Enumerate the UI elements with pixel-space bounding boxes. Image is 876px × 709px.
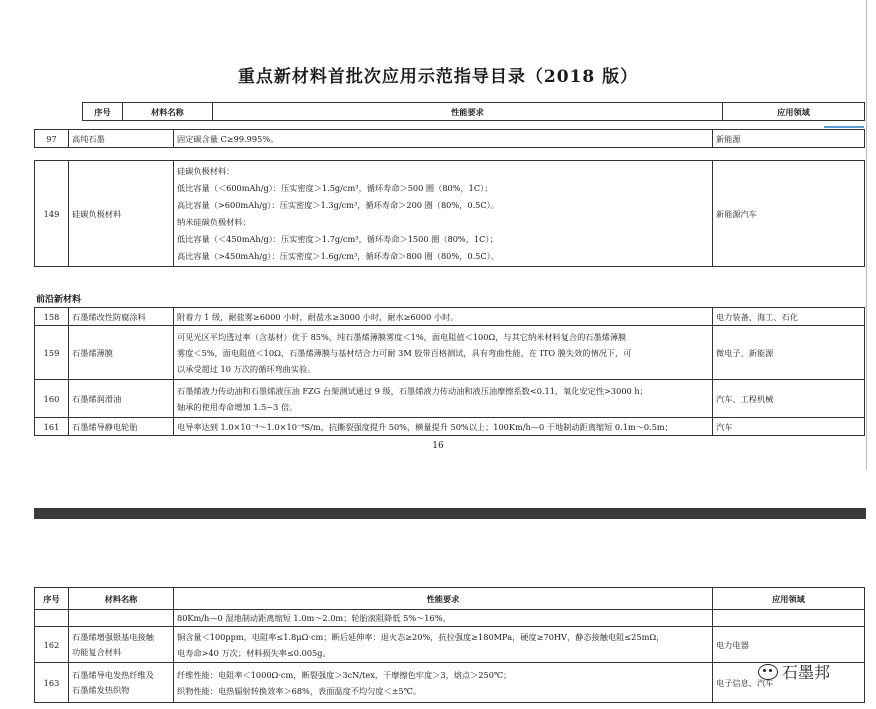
- cell-seq: 97: [35, 130, 69, 148]
- cell-field: 新能源汽车: [713, 161, 865, 267]
- header-name: 材料名称: [69, 588, 174, 610]
- table-row: [35, 610, 865, 627]
- cell-field: 电子信息、汽车: [713, 663, 865, 703]
- cell-field: 汽车: [713, 418, 865, 436]
- req-line: 雾度＜5%，面电阻值＜10Ω，石墨烯薄膜与基材结合力可耐 3M 胶带百格测试，具有弯曲性能，在 ITO 膜失效的情况下，可: [177, 347, 632, 358]
- req-line: 轴承的使用寿命增加 1.5~3 倍。: [177, 401, 298, 412]
- cell-name: 石墨烯导静电轮胎: [69, 418, 174, 436]
- cell-seq: [35, 610, 69, 627]
- cell-field: 电力装备、海工、石化: [713, 308, 865, 326]
- header-table: [82, 102, 865, 121]
- table-row: [35, 418, 865, 436]
- cell-req: [174, 326, 713, 380]
- cell-field: 电力电器: [713, 627, 865, 663]
- table-row: [35, 380, 865, 418]
- cell-req: [174, 663, 713, 703]
- header-req: 性能要求: [213, 103, 723, 121]
- name-line: 石墨烯导电发热纤维及: [72, 669, 154, 680]
- cell-seq: 161: [35, 418, 69, 436]
- table-row: [35, 663, 865, 703]
- req-line: 纳米硅碳负极材料：: [177, 216, 251, 227]
- cell-seq: 159: [35, 326, 69, 380]
- cell-req: 80Km/h—0 湿地制动距离缩短 1.0m～2.0m；轮胎滚阻降低 5%～16%。: [174, 610, 713, 627]
- req-line: 高比容量（>600mAh/g）：压实密度＞1.3g/cm³，循环寿命＞200 圈（80%，0.5C）。: [177, 199, 499, 210]
- table-row-149: [34, 160, 865, 267]
- header-field: 应用领域: [713, 588, 865, 610]
- req-line: 石墨烯液力传动油和石墨烯液压油 FZG 台架测试通过 9 级，石墨烯液力传动油和液压油摩擦系数<0.11，氧化安定性>3000 h；: [177, 385, 648, 396]
- req-line: 电寿命>40 万次；材料损失率≤0.005g。: [177, 647, 331, 658]
- req-line: 硅碳负极材料：: [177, 165, 235, 176]
- header-name: 材料名称: [123, 103, 213, 121]
- page-number: 16: [432, 441, 444, 451]
- header-field: 应用领域: [723, 103, 865, 121]
- wechat-icon: [758, 664, 778, 680]
- req-line: 低比容量（＜600mAh/g）：压实密度＞1.5g/cm³，循环寿命＞500 圈（80%，1C）；: [177, 182, 493, 193]
- watermark-text: 石墨邦: [782, 663, 831, 682]
- watermark: [758, 660, 830, 683]
- cell-req: [174, 380, 713, 418]
- cell-name: 石墨烯薄膜: [69, 326, 174, 380]
- cell-seq: 149: [35, 161, 69, 267]
- cell-field: 微电子、新能源: [713, 326, 865, 380]
- table-row-97: [34, 129, 865, 148]
- req-line: 铜含量＜100ppm，电阻率≤1.8μΩ·cm；断后延伸率：退火态≥20%，抗拉强度≥180MPa，硬度≥70HV，静态接触电阻≤25mΩ，: [177, 631, 665, 642]
- cell-seq: 163: [35, 663, 69, 703]
- req-line: 以承受超过 10 万次的循环弯曲实验。: [177, 363, 316, 374]
- cell-name: 硅碳负极材料: [69, 161, 174, 267]
- blue-mark: [824, 126, 864, 128]
- header-seq: 序号: [35, 588, 69, 610]
- header-seq: 序号: [83, 103, 123, 121]
- cell-name: [69, 627, 174, 663]
- cell-seq: 162: [35, 627, 69, 663]
- table-row: [35, 308, 865, 326]
- cell-field: 汽车、工程机械: [713, 380, 865, 418]
- req-line: 低比容量（＜450mAh/g）：压实密度＞1.7g/cm³，循环寿命＞1500 圈（80%，1C）；: [177, 233, 498, 244]
- table-row: [35, 627, 865, 663]
- cell-req: 固定碳含量 C≥99.995%。: [174, 130, 713, 148]
- page-divider: [34, 508, 866, 519]
- cell-seq: 158: [35, 308, 69, 326]
- req-line: 纤维性能：电阻率＜1000Ω·cm，断裂强度＞3cN/tex，干摩擦色牢度＞3，熔点＞250℃；: [177, 669, 512, 680]
- req-line: 织物性能：电热辐射转换效率＞68%，表面温度不均匀度＜±5℃。: [177, 685, 422, 696]
- cell-req: [174, 627, 713, 663]
- cell-req: [174, 161, 713, 267]
- table-row: [35, 326, 865, 380]
- cell-field: 新能源: [713, 130, 865, 148]
- cell-req: 附着力 1 级，耐盐雾≥6000 小时，耐盐水≥3000 小时，耐水≥6000 小时。: [174, 308, 713, 326]
- cell-name: 高纯石墨: [69, 130, 174, 148]
- bottom-table: [34, 587, 865, 703]
- req-line: 可见光区平均透过率（含基材）优于 85%，纯石墨烯薄膜雾度＜1%，面电阻值＜100Ω，与其它纳米材料复合的石墨烯薄膜: [177, 331, 627, 342]
- section-label: 前沿新材料: [36, 295, 82, 305]
- name-line: 石墨烯发热织物: [72, 684, 130, 695]
- name-line: 石墨烯增强银基电接触: [72, 631, 154, 642]
- cell-field: [713, 610, 865, 627]
- cell-name: [69, 663, 174, 703]
- cell-req: 电导率达到 1.0×10⁻⁴～1.0×10⁻⁸S/m，抗撕裂强度提升 50%，横量提升 50%以上；100Km/h—0 干地制动距离缩短 0.1m～0.5m；: [174, 418, 713, 436]
- cell-seq: 160: [35, 380, 69, 418]
- cell-name: [69, 610, 174, 627]
- table-header-row: [35, 588, 865, 610]
- req-line: 高比容量（>450mAh/g）：压实密度＞1.6g/cm³，循环寿命＞800 圈（80%，0.5C）。: [177, 250, 499, 261]
- cell-name: 石墨烯润滑油: [69, 380, 174, 418]
- frontier-table: [34, 307, 865, 436]
- cell-name: 石墨烯改性防腐涂料: [69, 308, 174, 326]
- name-line: 功能复合材料: [72, 646, 122, 657]
- document-title: 重点新材料首批次应用示范指导目录（2018 版）: [237, 67, 639, 87]
- header-req: 性能要求: [174, 588, 713, 610]
